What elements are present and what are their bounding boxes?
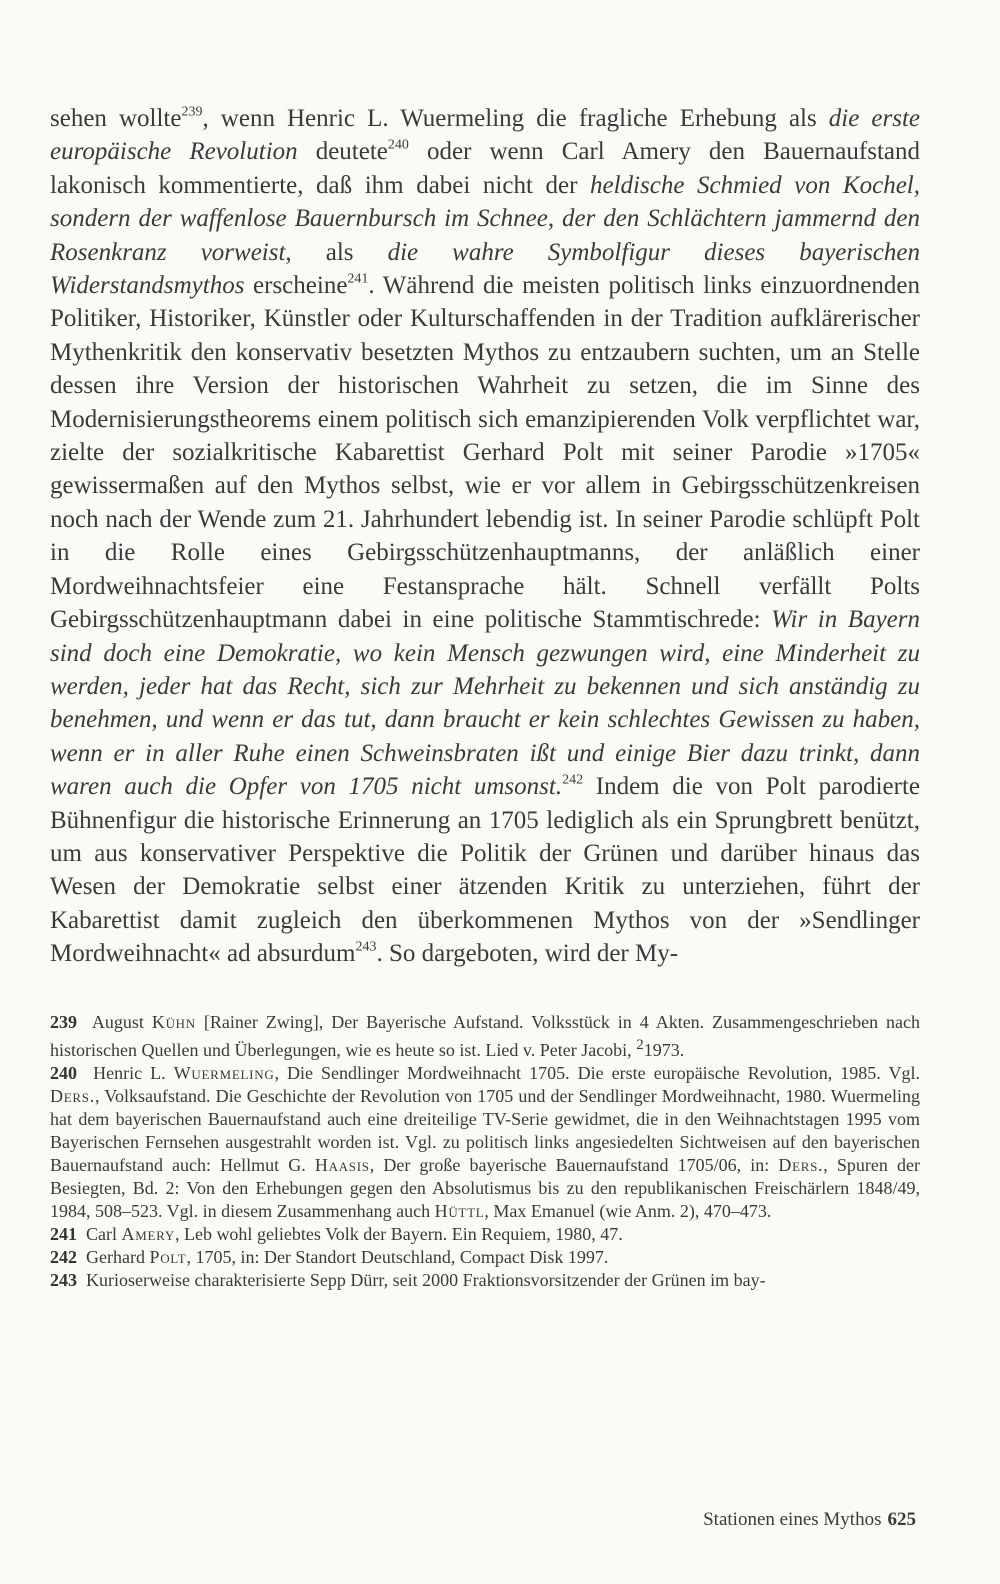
text-run: Henric L. — [93, 1063, 174, 1083]
footnote-239 — [50, 1011, 920, 1062]
footnote-number: 240 — [50, 1063, 77, 1083]
quote-symbolfigur: die wahre Symbolfigur dieses bayerischen Widerstandsmythos — [50, 238, 920, 300]
author-name: Ders. — [778, 1155, 824, 1175]
running-title: Stationen eines Mythos — [703, 1509, 882, 1530]
edition-number: 2 — [636, 1037, 644, 1053]
author-name: Ders. — [50, 1086, 95, 1106]
footnote-number: 239 — [50, 1012, 77, 1032]
footnote-240 — [50, 1062, 920, 1223]
footnote-number: 241 — [50, 1224, 77, 1244]
text-run: Indem die von Polt parodierte Bühnenfigur die historische Erinnerung an 1705 lediglich als ein Sprungbrett benützt, um aus konservativer Perspektive die Politik der Grünen und darüber hinaus das Wesen der Demokratie selbst einer ätzenden Kritik zu unterziehen, führt der Kabarettist damit zugleich den überkommenen Mythos von der »Sendlinger Mordweihnacht« ad absurdum — [50, 773, 920, 968]
footnote-243 — [50, 1269, 920, 1292]
text-run: oder wenn Carl Amery den Bauernaufstand lakonisch kommentierte, daß ihm dabei nicht der — [50, 138, 920, 199]
text-run: , Leb wohl geliebtes Volk der Bayern. Ein Requiem, 1980, 47. — [174, 1224, 623, 1244]
page-number: 625 — [887, 1509, 916, 1530]
text-run: , Die Sendlinger Mordweihnacht 1705. Die erste europäische Revolution, 1985. Vgl. — [274, 1063, 921, 1083]
author-name: Haasis — [314, 1155, 370, 1175]
text-run: . Während die meisten politisch links einzuordnenden Politiker, Historiker, Künstler oder Kulturschaffenden in der Tradition aufklärerischer Mythenkritik den konservativ besetzten Mythos zu entzaubern suchten, um an Stelle dessen ihre Version der historischen Wahrheit zu setzen, die im Sinne des Modernisierungstheorems einem politisch sich emanzipierenden Volk verpflichtet war, zielte der sozialkritische Kabarettist Gerhard Polt mit seiner Parodie »1705« gewissermaßen auf den Mythos selbst, wie er vor allem in Gebirgsschützenkreisen noch nach der Wende zum 21. Jahrhundert lebendig ist. In seiner Parodie schlüpft Polt in die Rolle eines Gebirgsschützenhauptmanns, der anläßlich einer Mordweihnachtsfeier eine Festansprache hält. Schnell verfällt Polts Gebirgsschützenhauptmann dabei in eine politische Stammtischrede: — [50, 272, 920, 634]
footnote-ref-241[interactable]: 241 — [347, 271, 369, 287]
author-name: Hüttl — [434, 1201, 485, 1221]
footnote-ref-243[interactable]: 243 — [355, 939, 377, 955]
text-run: deutete — [297, 138, 388, 166]
author-name: Wuermeling — [173, 1063, 275, 1083]
body-paragraph — [50, 102, 920, 971]
text-run: , Max Emanuel (wie Anm. 2), 470–473. — [484, 1201, 772, 1221]
author-name: Kühn — [151, 1012, 196, 1032]
running-footer — [703, 1509, 916, 1531]
text-run: August — [91, 1012, 152, 1032]
quote-polt-speech: Wir in Bayern sind doch eine Demokratie, wo kein Mensch gezwungen wird, eine Minderheit zu werden, jeder hat das Recht, sich zur Mehrheit zu bekennen und sich anständig zu benehmen, und wenn er das tut, dann braucht er kein schlechtes Gewissen zu haben, wenn er in aller Ruhe einen Schweinsbraten ißt und einige Bier dazu trinkt, dann waren auch die Opfer von 1705 nicht umsonst. — [50, 606, 920, 801]
text-run: Carl — [86, 1224, 122, 1244]
footnote-241 — [50, 1223, 920, 1246]
text-run: Gerhard — [86, 1247, 150, 1267]
footnote-number: 243 — [50, 1270, 77, 1290]
text-run: , 1705, in: Der Standort Deutschland, Compact Disk 1997. — [186, 1247, 609, 1267]
body-text — [50, 102, 920, 971]
footnote-ref-239[interactable]: 239 — [181, 104, 203, 120]
text-run: erscheine — [244, 272, 348, 300]
footnote-ref-240[interactable]: 240 — [387, 137, 409, 153]
footnote-number: 242 — [50, 1247, 77, 1267]
footnote-242 — [50, 1246, 920, 1269]
text-run: 1973. — [643, 1040, 685, 1060]
quote-europaeische-revolution: die erste europäische Revolution — [50, 105, 920, 166]
footnote-ref-242[interactable]: 242 — [562, 772, 584, 788]
text-run: , als — [285, 238, 388, 266]
footnotes — [50, 1011, 920, 1292]
text-run: Kurioserweise charakterisierte Sepp Dürr, seit 2000 Fraktionsvorsitzender der Grünen im bay- — [86, 1270, 766, 1290]
text-run: , Volksaufstand. Die Geschichte der Revolution von 1705 und der Sendlinger Mordweihnacht, 1980. Wuermeling hat dem bayerischen Bauernaufstand auch eine dreiteilige TV-Serie gewidmet, die in den Weihnachtstagen 1995 vom Bayerischen Fernsehen ausgestrahlt worden ist. Vgl. zu politisch links angesiedelten Sichtweisen auf den bayerischen Bauernaufstand auch: Hellmut G. — [50, 1086, 920, 1175]
text-run: , Spuren der Besiegten, Bd. 2: Von den Erhebungen gegen den Absolutismus bis zu den republikanischen Freischärlern 1848/49, 1984, 508–523. Vgl. in diesem Zusammenhang auch — [50, 1155, 920, 1221]
text-run: . So dargeboten, wird der My- — [376, 940, 679, 968]
text-run: , wenn Henric L. Wuermeling die fragliche Erhebung als — [202, 105, 829, 132]
text-run: , Der große bayerische Bauernaufstand 1705/06, in: — [369, 1155, 779, 1175]
text-run: sehen wollte — [50, 105, 182, 132]
author-name: Amery — [121, 1224, 175, 1244]
text-run: [Rainer Zwing], Der Bayerische Aufstand. Volksstück in 4 Akten. Zusammengeschrieben nach historischen Quellen und Überlegungen, wie es heute so ist. Lied v. Peter Jacobi, — [50, 1012, 920, 1060]
author-name: Polt — [149, 1247, 187, 1267]
quote-amery: heldische Schmied von Kochel, sondern der waffenlose Bauernbursch im Schnee, der den Schlächtern jammernd den Rosenkranz vorweist — [50, 171, 920, 266]
